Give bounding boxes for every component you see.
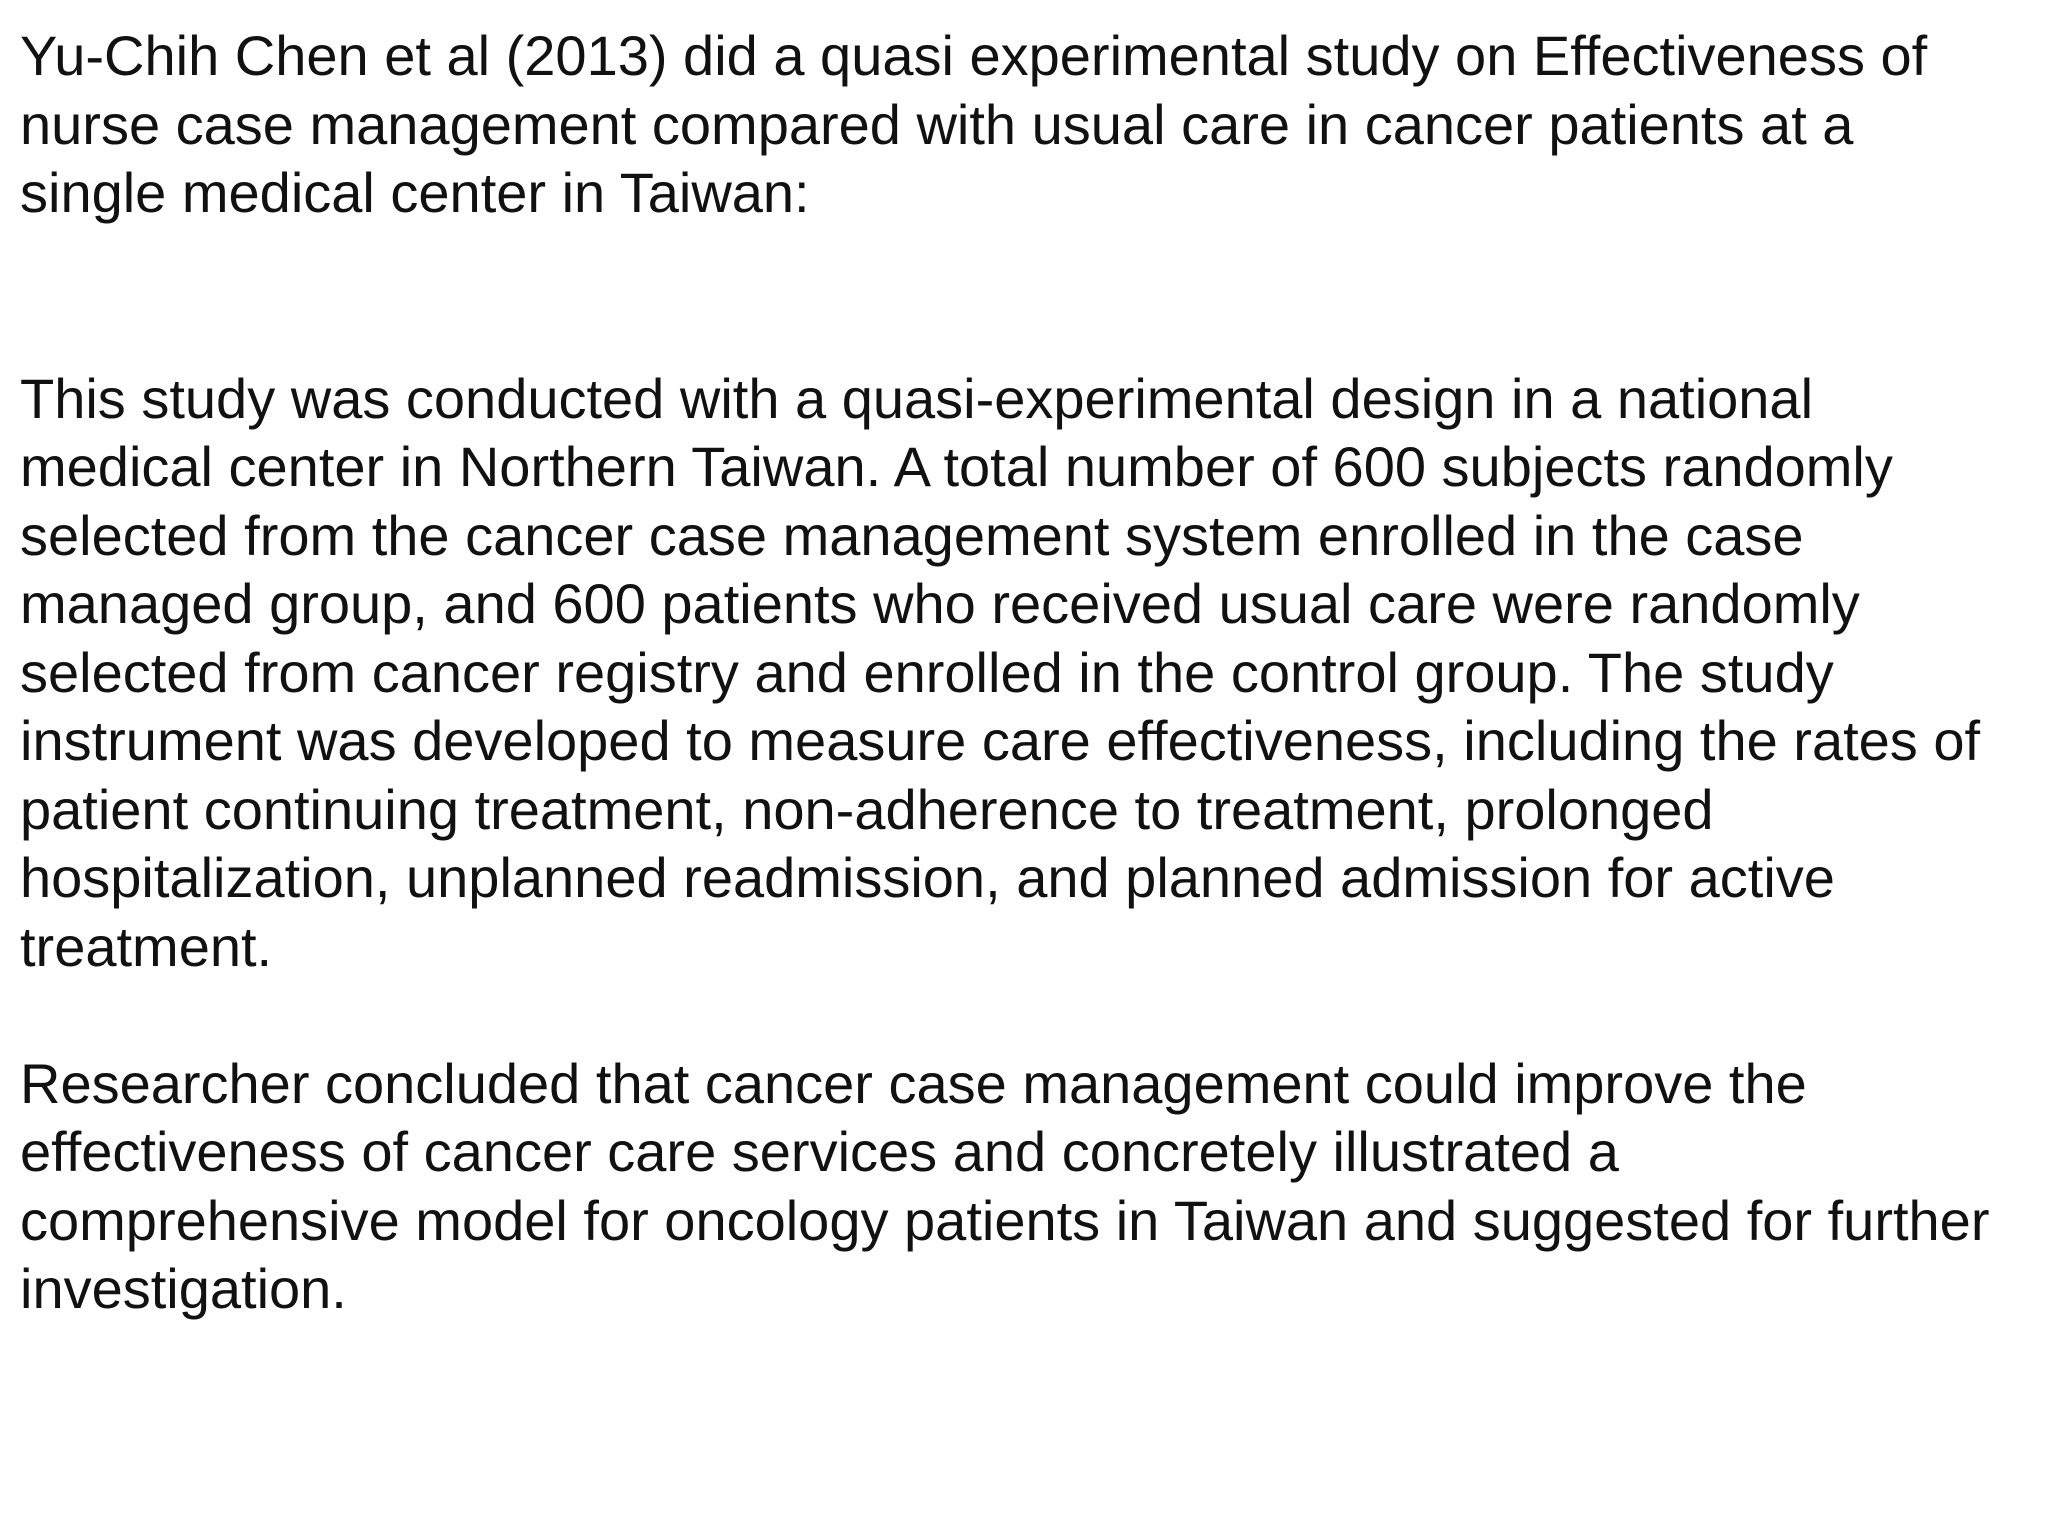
text-line: investigation. [20, 1257, 347, 1320]
text-line: comprehensive model for oncology patients in Taiwan and suggested for further [20, 1188, 1990, 1252]
text-line: nurse case management compared with usual care in cancer patients at a [20, 92, 1854, 156]
text-line: managed group, and 600 patients who received usual care were randomly [20, 572, 1860, 635]
paragraph-spacer [20, 228, 2040, 365]
text-line: medical center in Northern Taiwan. A total number of 600 subjects randomly [20, 435, 1893, 498]
text-line: Researcher concluded that cancer case management could improve the [20, 1051, 1807, 1115]
paragraph-method [20, 365, 2040, 982]
text-line: selected from cancer registry and enrolled in the control group. The study [20, 640, 1834, 704]
paragraph-conclusion [20, 1050, 2040, 1324]
paragraph-intro [20, 22, 2040, 228]
text-line: selected from the cancer case management system enrolled in the case [20, 503, 1804, 567]
paragraph-spacer [20, 981, 2040, 1050]
text-line: effectiveness of cancer care services and concretely illustrated a [20, 1120, 1619, 1183]
text-line: This study was conducted with a quasi-experimental design in a national [20, 366, 1814, 430]
text-line: single medical center in Taiwan: [20, 161, 810, 224]
text-line: patient continuing treatment, non-adherence to treatment, prolonged [20, 777, 1714, 841]
document-body [20, 22, 2040, 1324]
text-line: hospitalization, unplanned readmission, and planned admission for active [20, 846, 1835, 909]
text-line: instrument was developed to measure care effectiveness, including the rates of [20, 709, 1981, 772]
text-line: Yu-Chih Chen et al (2013) did a quasi experimental study on Effectiveness of [20, 24, 1928, 87]
text-line: treatment. [20, 914, 273, 978]
